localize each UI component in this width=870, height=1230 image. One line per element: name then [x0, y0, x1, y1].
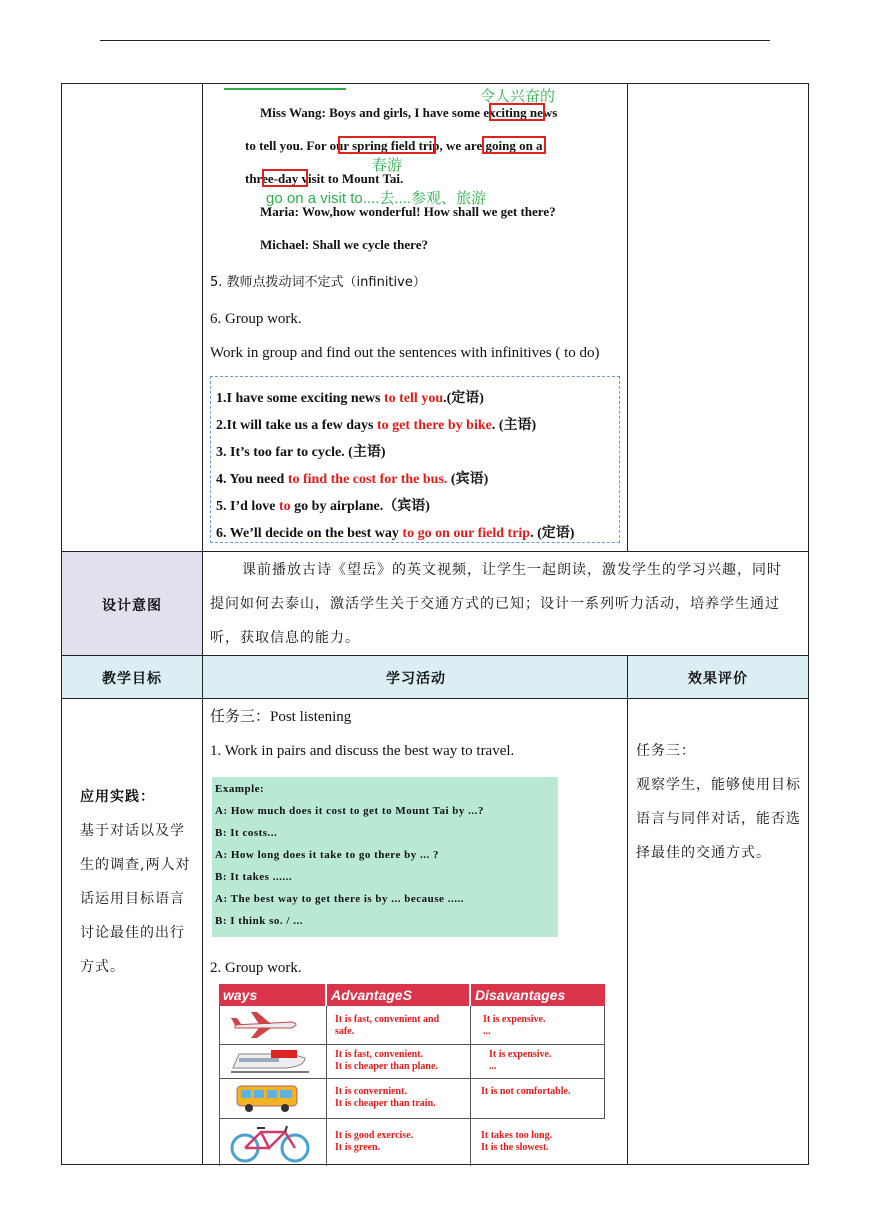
sentence-1: 1.I have some exciting news to tell you.(定语) — [216, 391, 484, 406]
dialogue-line: three-day visit to Mount Tai. — [245, 171, 404, 186]
adv-airplane: It is fast, convenient and safe. — [335, 1014, 440, 1037]
example-line: B: It costs... — [215, 827, 278, 839]
header-rule — [100, 40, 770, 41]
airplane-icon — [231, 1010, 301, 1040]
task3-title: 任务三：Post listening — [210, 709, 352, 725]
table-line — [326, 1006, 327, 1166]
annotation-chunyou: 春游 — [372, 157, 403, 174]
header-activity: 学习活动 — [386, 671, 446, 687]
step-6: 6. Group work. — [210, 311, 302, 327]
step-5: 5. 教师点拨动词不定式（infinitive） — [210, 275, 426, 290]
highlight-box — [482, 136, 546, 154]
table-line — [604, 1006, 605, 1118]
example-line: B: It takes ...... — [215, 871, 293, 883]
row-divider — [62, 551, 808, 552]
sentence-5: 5. I’d love to go by airplane.（宾语) — [216, 499, 430, 514]
table-line — [219, 1044, 605, 1045]
highlight-box — [338, 136, 436, 154]
dialogue-line: Michael: Shall we cycle there? — [260, 237, 428, 252]
eval-line: 择最佳的交通方式。 — [636, 845, 771, 861]
table-line — [219, 1078, 605, 1079]
transport-compare-table — [219, 984, 605, 1166]
highlight-box — [489, 103, 545, 121]
design-text-line: 课前播放古诗《望岳》的英文视频，让学生一起朗读，激发学生的学习兴趣，同时 — [242, 562, 782, 578]
sentence-6: 6. We’ll decide on the best way to go on our field trip. (定语) — [216, 526, 575, 541]
step-6-desc: Work in group and find out the sentences with infinitives ( to do) — [210, 345, 600, 361]
task3-item1: 1. Work in pairs and discuss the best way to travel. — [210, 743, 515, 759]
practice-title: 应用实践： — [80, 789, 155, 805]
eval-line: 观察学生，能够使用目标 — [636, 777, 801, 793]
example-line: Example: — [215, 783, 265, 795]
example-line: A: The best way to get there is by ... because ..... — [215, 893, 464, 905]
annotation-exciting: 令人兴奋的 — [480, 88, 556, 105]
header-goal: 教学目标 — [102, 671, 162, 687]
example-line: A: How long does it take to go there by ... ? — [215, 849, 439, 861]
dis-bus: It is not comfortable. — [481, 1086, 571, 1097]
table-line — [470, 1006, 471, 1166]
sentence-4: 4. You need to find the cost for the bus. (宾语) — [216, 472, 489, 487]
lesson-table — [61, 83, 809, 1165]
adv-bus: It is convernient. It is cheaper than train. — [335, 1086, 436, 1109]
dialogue-line: Miss Wang: Boys and girls, I have some exciting news — [260, 105, 558, 120]
col-divider — [202, 84, 203, 1164]
dis-bike: It takes too long. It is the slowest. — [481, 1130, 553, 1153]
dialogue-line: Maria: Wow,how wonderful! How shall we get there? — [260, 204, 556, 219]
highlight-box — [262, 169, 308, 187]
table-line — [219, 1006, 220, 1166]
practice-line: 基于对话以及学 — [80, 823, 185, 839]
row-divider — [62, 698, 808, 699]
bike-icon — [227, 1122, 313, 1164]
dis-train: It is expensive. ... — [489, 1049, 552, 1072]
example-line: B: I think so. / ... — [215, 915, 303, 927]
col-header-disadvantages: Disavantages — [471, 984, 605, 1006]
bus-icon — [235, 1082, 301, 1114]
col-divider — [627, 84, 628, 551]
sentence-3: 3. It’s too far to cycle. (主语) — [216, 445, 386, 460]
design-label: 设计意图 — [102, 598, 162, 614]
infinitive-sentences-box — [210, 376, 620, 543]
example-dialogue-box — [212, 777, 558, 937]
adv-bike: It is good exercise. It is green. — [335, 1130, 414, 1153]
sentence-2: 2.It will take us a few days to get there by bike. (主语) — [216, 418, 537, 433]
example-line: A: How much does it cost to get to Mount Tai by ...? — [215, 805, 484, 817]
header-evaluation: 效果评价 — [688, 671, 748, 687]
col-header-advantages: AdvantageS — [327, 984, 469, 1006]
dis-airplane: It is expensive. ... — [483, 1014, 546, 1037]
col-header-ways: ways — [219, 984, 325, 1006]
practice-line: 话运用目标语言 — [80, 891, 185, 907]
eval-title: 任务三： — [636, 743, 696, 759]
train-icon — [231, 1046, 309, 1076]
col-divider — [627, 655, 628, 1164]
practice-line: 生的调查,两人对 — [80, 857, 191, 873]
design-text-line: 听，获取信息的能力。 — [210, 630, 360, 646]
annotation-visit: go on a visit to....去....参观、旅游 — [266, 190, 487, 207]
practice-line: 方式。 — [80, 959, 125, 975]
table-line — [219, 1118, 605, 1119]
practice-line: 讨论最佳的出行 — [80, 925, 185, 941]
eval-line: 语言与同伴对话，能否选 — [636, 811, 801, 827]
green-underline — [224, 88, 346, 90]
task3-item2: 2. Group work. — [210, 960, 302, 976]
adv-train: It is fast, convenient. It is cheaper than plane. — [335, 1049, 438, 1072]
row-divider — [62, 655, 808, 656]
dialogue-line: to tell you. For our spring field trip, we are going on a — [245, 138, 543, 153]
design-text-line: 提问如何去泰山，激活学生关于交通方式的已知；设计一系列听力活动，培养学生通过 — [210, 596, 780, 612]
